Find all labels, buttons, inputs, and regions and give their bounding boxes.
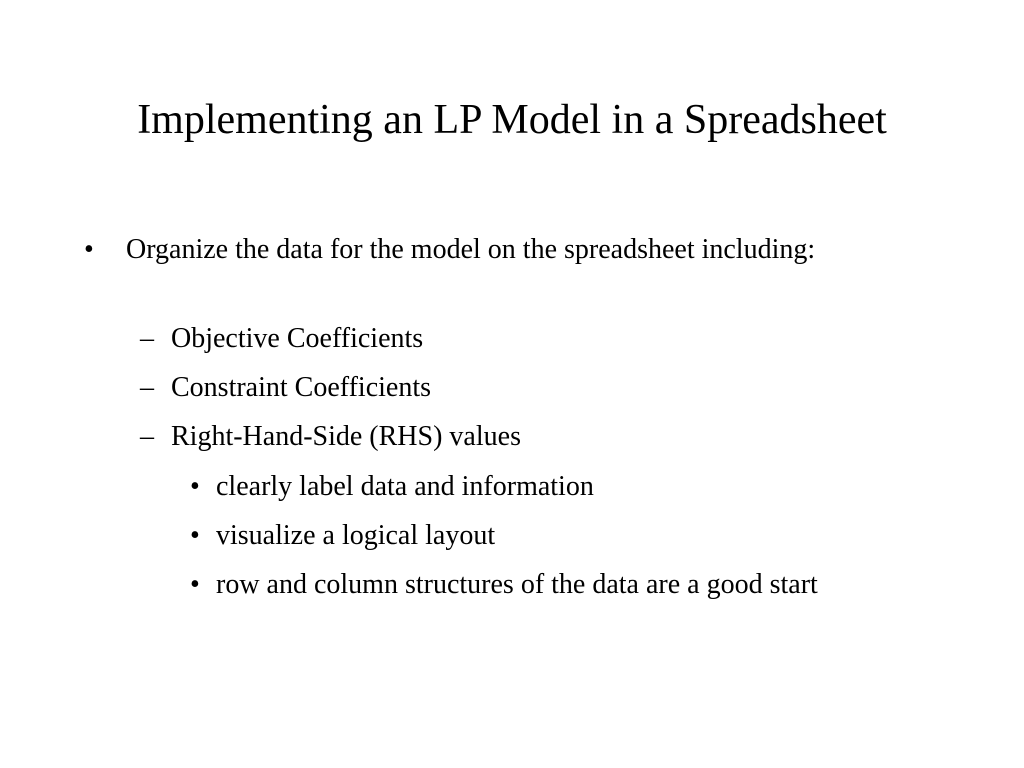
sub-sub-item-logical-layout: [190, 515, 896, 557]
sub-sub-item-text: clearly label data and information: [216, 471, 594, 502]
sub-item-objective-coefficients: [140, 318, 423, 360]
sub-sub-item-row-column-structures: [190, 564, 896, 606]
dash-marker: –: [140, 421, 154, 452]
bullet-marker: •: [190, 471, 200, 502]
bullet-item-level1: [84, 229, 944, 271]
slide-title: Implementing an LP Model in a Spreadsheet: [137, 97, 887, 143]
sub-item-text: Objective Coefficients: [171, 323, 424, 354]
dash-marker: –: [140, 323, 154, 354]
sub-sub-item-text: row and column structures of the data are a good start: [216, 569, 818, 600]
bullet-marker: •: [190, 569, 200, 600]
sub-item-constraint-coefficients: [140, 367, 431, 409]
sub-item-text: Right-Hand-Side (RHS) values: [171, 421, 521, 452]
sub-sub-item-text: visualize a logical layout: [216, 520, 496, 551]
dash-marker: –: [140, 372, 154, 403]
bullet-marker: •: [190, 520, 200, 551]
sub-item-rhs-values: [140, 416, 521, 458]
sub-sub-item-label-data: [190, 466, 896, 508]
bullet-marker: •: [84, 234, 94, 265]
sub-item-text: Constraint Coefficients: [171, 372, 431, 403]
bullet-text: Organize the data for the model on the spreadsheet including:: [126, 234, 816, 265]
